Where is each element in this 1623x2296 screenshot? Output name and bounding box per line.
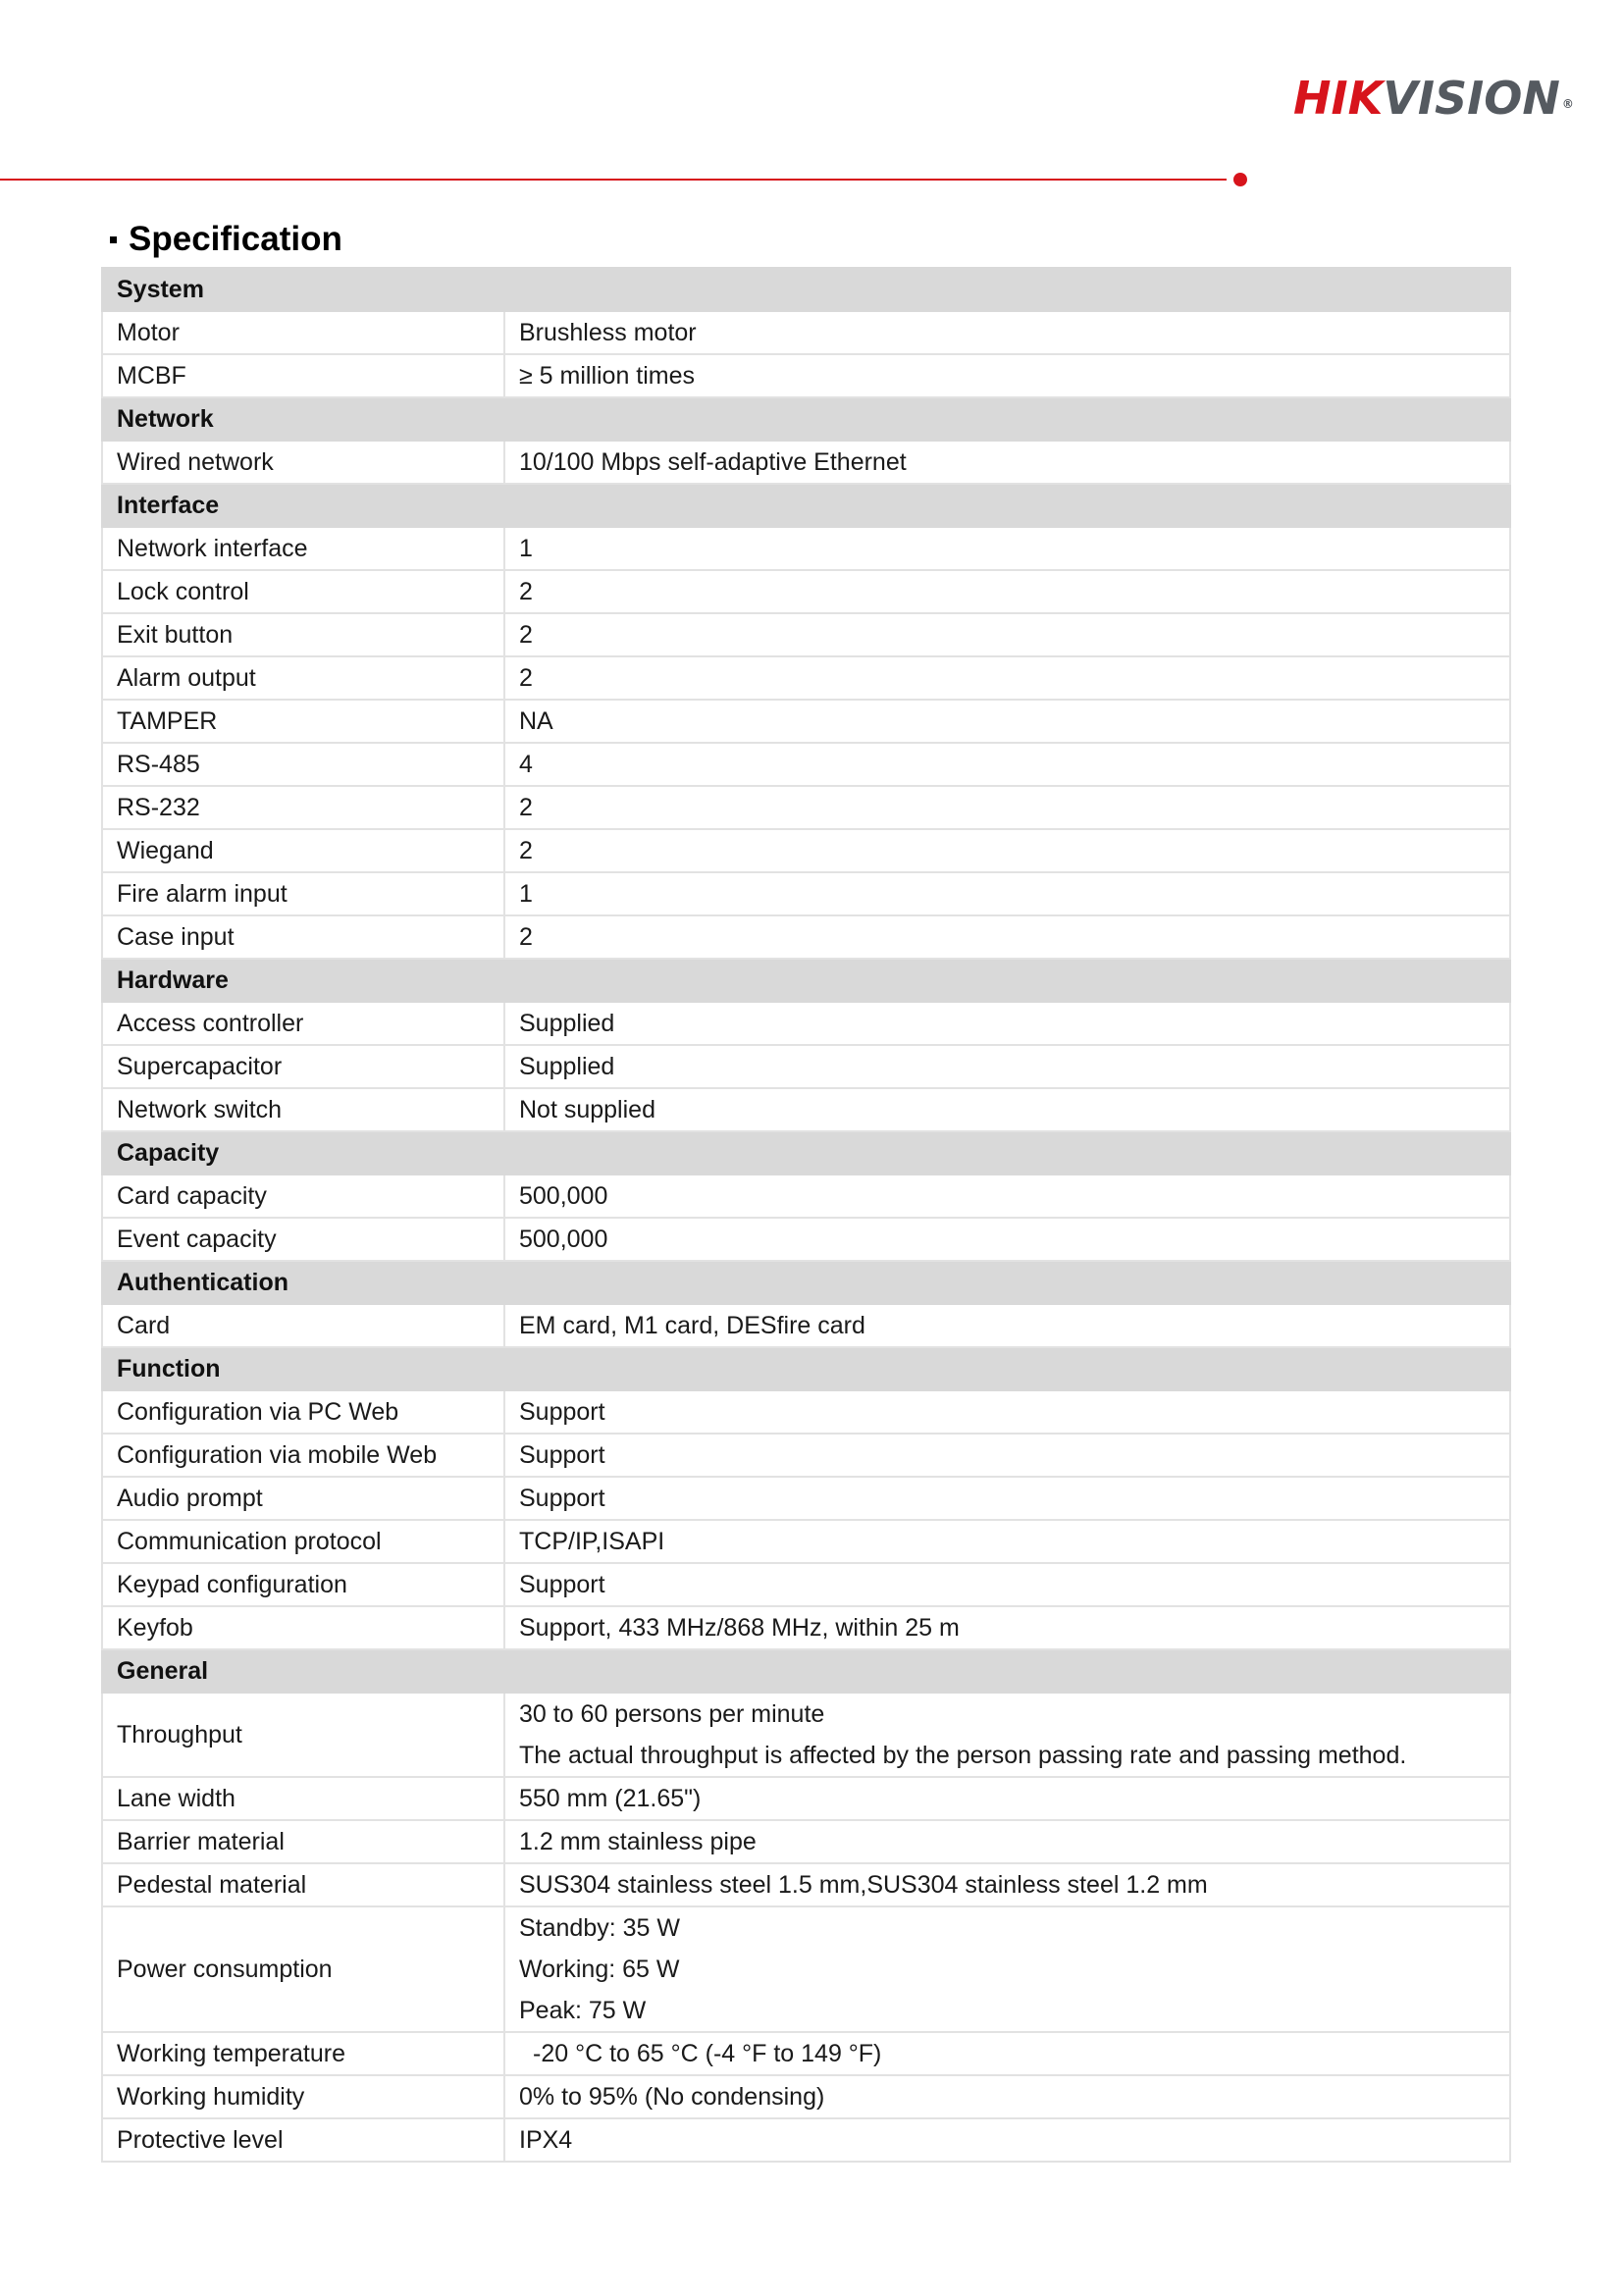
table-row — [102, 1820, 1510, 1863]
section-header — [102, 1649, 1510, 1693]
spec-value — [504, 829, 1510, 872]
spec-label: Access controller — [102, 1002, 504, 1045]
spec-value — [504, 1906, 1510, 2032]
brand-logo-part1: HIK — [1293, 72, 1384, 125]
spec-label: Protective level — [102, 2118, 504, 2162]
spec-value-line: Support — [519, 1485, 605, 1512]
spec-value-line: Supplied — [519, 1010, 615, 1037]
section-header — [102, 1131, 1510, 1174]
section-title: Network — [102, 397, 1510, 441]
spec-value — [504, 570, 1510, 613]
spec-value-line: 2 — [519, 664, 533, 692]
spec-value — [504, 613, 1510, 656]
spec-label: Card capacity — [102, 1174, 504, 1218]
spec-label: Event capacity — [102, 1218, 504, 1261]
spec-value — [504, 2032, 1510, 2075]
page-title — [110, 220, 342, 259]
spec-value-line: ≥ 5 million times — [519, 362, 696, 390]
spec-label: Motor — [102, 311, 504, 354]
spec-value-line: 2 — [519, 923, 533, 951]
table-row — [102, 1045, 1510, 1088]
table-row — [102, 2118, 1510, 2162]
spec-value-line: 500,000 — [519, 1226, 608, 1253]
spec-value — [504, 700, 1510, 743]
spec-label: Card — [102, 1304, 504, 1347]
spec-value — [504, 1434, 1510, 1477]
spec-label: Pedestal material — [102, 1863, 504, 1906]
table-row — [102, 1088, 1510, 1131]
spec-label: Lane width — [102, 1777, 504, 1820]
table-row — [102, 872, 1510, 915]
spec-value-line: 1.2 mm stainless pipe — [519, 1828, 757, 1855]
table-row — [102, 786, 1510, 829]
spec-value — [504, 2118, 1510, 2162]
title-bullet-icon — [110, 236, 117, 243]
brand-logo — [1293, 71, 1574, 131]
brand-logo-part2: VISION — [1383, 72, 1560, 125]
spec-value-line: Working: 65 W — [519, 1956, 680, 1983]
spec-label: Configuration via mobile Web — [102, 1434, 504, 1477]
spec-value — [504, 786, 1510, 829]
section-title: Authentication — [102, 1261, 1510, 1304]
spec-label: Network interface — [102, 527, 504, 570]
spec-label: Wiegand — [102, 829, 504, 872]
table-row — [102, 700, 1510, 743]
spec-label: RS-485 — [102, 743, 504, 786]
spec-label: Network switch — [102, 1088, 504, 1131]
spec-value — [504, 441, 1510, 484]
spec-value — [504, 1820, 1510, 1863]
spec-value-line: 500,000 — [519, 1182, 608, 1210]
spec-value — [504, 1563, 1510, 1606]
spec-value — [504, 915, 1510, 959]
table-row — [102, 1777, 1510, 1820]
table-row — [102, 1563, 1510, 1606]
spec-label: Configuration via PC Web — [102, 1390, 504, 1434]
spec-value-line: 1 — [519, 535, 533, 562]
spec-value-line: Brushless motor — [519, 319, 697, 346]
table-row — [102, 2032, 1510, 2075]
section-header — [102, 397, 1510, 441]
spec-value-line: 2 — [519, 794, 533, 821]
spec-label: Supercapacitor — [102, 1045, 504, 1088]
section-title: System — [102, 268, 1510, 311]
header-rule — [0, 179, 1227, 181]
spec-value-line: 2 — [519, 578, 533, 605]
spec-label: Alarm output — [102, 656, 504, 700]
spec-value-line: 2 — [519, 837, 533, 864]
section-header — [102, 1347, 1510, 1390]
section-title: Interface — [102, 484, 1510, 527]
spec-label: Wired network — [102, 441, 504, 484]
spec-value-line: -20 °C to 65 °C (-4 °F to 149 °F) — [533, 2040, 882, 2067]
spec-value-line: 0% to 95% (No condensing) — [519, 2083, 825, 2111]
table-row — [102, 570, 1510, 613]
spec-value-line: EM card, M1 card, DESfire card — [519, 1312, 865, 1339]
spec-value — [504, 743, 1510, 786]
spec-value — [504, 1304, 1510, 1347]
spec-label: RS-232 — [102, 786, 504, 829]
table-row — [102, 1477, 1510, 1520]
section-header — [102, 268, 1510, 311]
spec-label: Barrier material — [102, 1820, 504, 1863]
spec-label: Working humidity — [102, 2075, 504, 2118]
table-row — [102, 1304, 1510, 1347]
table-row — [102, 613, 1510, 656]
spec-value — [504, 1218, 1510, 1261]
table-row — [102, 743, 1510, 786]
table-row — [102, 915, 1510, 959]
spec-value-line: 550 mm (21.65") — [519, 1785, 702, 1812]
spec-label: Keyfob — [102, 1606, 504, 1649]
spec-value — [504, 656, 1510, 700]
spec-label: TAMPER — [102, 700, 504, 743]
table-row — [102, 1693, 1510, 1777]
spec-value-line: Support — [519, 1398, 605, 1426]
table-row — [102, 354, 1510, 397]
spec-value-line: 10/100 Mbps self-adaptive Ethernet — [519, 448, 907, 476]
spec-value-line: 2 — [519, 621, 533, 649]
spec-value — [504, 2075, 1510, 2118]
spec-value — [504, 1693, 1510, 1777]
table-row — [102, 656, 1510, 700]
spec-value — [504, 1606, 1510, 1649]
table-row — [102, 1218, 1510, 1261]
section-header — [102, 959, 1510, 1002]
spec-value-line: 4 — [519, 751, 533, 778]
table-row — [102, 1863, 1510, 1906]
table-row — [102, 1520, 1510, 1563]
table-row — [102, 1906, 1510, 2032]
spec-label: Lock control — [102, 570, 504, 613]
spec-label: Power consumption — [102, 1906, 504, 2032]
spec-label: Communication protocol — [102, 1520, 504, 1563]
section-title: General — [102, 1649, 1510, 1693]
spec-value-line: 1 — [519, 880, 533, 908]
spec-value — [504, 1088, 1510, 1131]
spec-value-line: NA — [519, 707, 553, 735]
spec-value — [504, 354, 1510, 397]
spec-value-line: Supplied — [519, 1053, 615, 1080]
spec-label: Keypad configuration — [102, 1563, 504, 1606]
spec-value-line: 30 to 60 persons per minute — [519, 1700, 825, 1728]
registered-mark: ® — [1561, 97, 1574, 111]
table-row — [102, 441, 1510, 484]
table-row — [102, 2075, 1510, 2118]
header-rule-dot — [1233, 173, 1247, 186]
spec-label: Working temperature — [102, 2032, 504, 2075]
section-title: Hardware — [102, 959, 1510, 1002]
spec-label: Fire alarm input — [102, 872, 504, 915]
table-row — [102, 1174, 1510, 1218]
spec-value-line: SUS304 stainless steel 1.5 mm,SUS304 stainless steel 1.2 mm — [519, 1871, 1208, 1899]
spec-value-line: The actual throughput is affected by the person passing rate and passing method. — [519, 1742, 1407, 1769]
spec-value — [504, 1863, 1510, 1906]
spec-label: Audio prompt — [102, 1477, 504, 1520]
spec-value — [504, 1520, 1510, 1563]
spec-value — [504, 1777, 1510, 1820]
page-title-text: Specification — [129, 220, 342, 258]
spec-value-line: Peak: 75 W — [519, 1997, 647, 2024]
spec-table — [101, 267, 1511, 2163]
spec-value — [504, 1045, 1510, 1088]
spec-value — [504, 872, 1510, 915]
table-row — [102, 1390, 1510, 1434]
spec-value-line: Support, 433 MHz/868 MHz, within 25 m — [519, 1614, 960, 1642]
spec-value-line: TCP/IP,ISAPI — [519, 1528, 665, 1555]
spec-value-line: Not supplied — [519, 1096, 655, 1123]
table-row — [102, 829, 1510, 872]
spec-value-line: Support — [519, 1571, 605, 1598]
section-title: Function — [102, 1347, 1510, 1390]
spec-label: MCBF — [102, 354, 504, 397]
spec-value — [504, 527, 1510, 570]
spec-value-line: Standby: 35 W — [519, 1914, 680, 1942]
spec-label: Case input — [102, 915, 504, 959]
spec-value — [504, 1477, 1510, 1520]
table-row — [102, 1002, 1510, 1045]
table-row — [102, 1434, 1510, 1477]
spec-label: Exit button — [102, 613, 504, 656]
table-row — [102, 527, 1510, 570]
spec-value — [504, 1390, 1510, 1434]
spec-value-line: IPX4 — [519, 2126, 573, 2154]
spec-label: Throughput — [102, 1693, 504, 1777]
section-header — [102, 1261, 1510, 1304]
table-row — [102, 311, 1510, 354]
spec-value — [504, 311, 1510, 354]
spec-value-line: Support — [519, 1441, 605, 1469]
section-title: Capacity — [102, 1131, 1510, 1174]
spec-value — [504, 1002, 1510, 1045]
spec-value — [504, 1174, 1510, 1218]
section-header — [102, 484, 1510, 527]
table-row — [102, 1606, 1510, 1649]
